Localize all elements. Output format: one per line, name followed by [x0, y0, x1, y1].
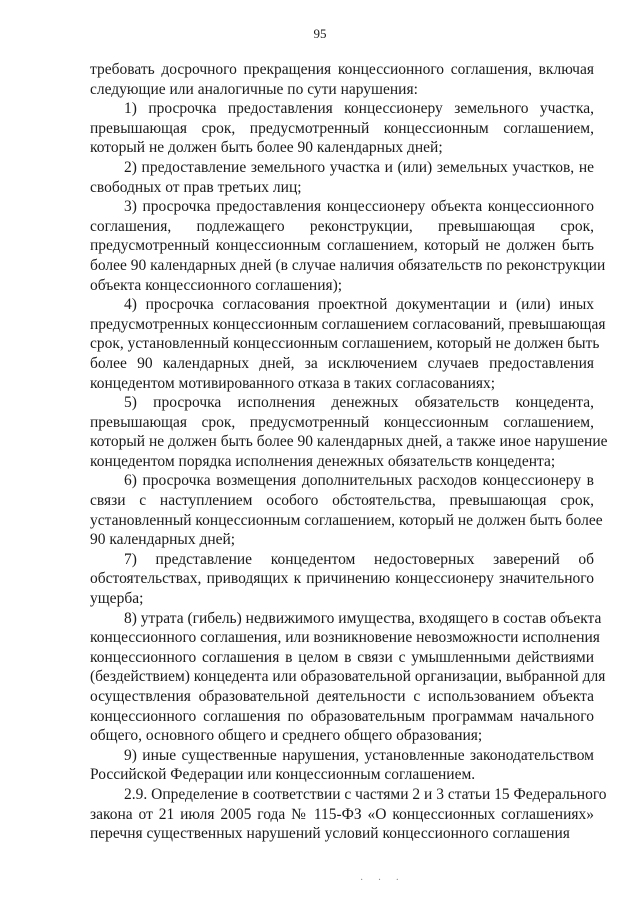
- text-line: концессионного соглашения в целом в связи с умышленными действиями: [90, 648, 594, 666]
- text-line: 5) просрочка исполнения денежных обязательств концедента,: [124, 394, 594, 412]
- text-line: 3) просрочка предоставления концессионеру объекта концессионного: [124, 198, 594, 216]
- text-line: 90 календарных дней;: [90, 531, 236, 549]
- text-line: предусмотренный концессионным соглашением, который не должен быть: [90, 237, 594, 255]
- text-line: 4) просрочка согласования проектной документации и (или) иных: [124, 296, 594, 314]
- paragraph: [90, 550, 594, 609]
- paragraph: [90, 295, 606, 393]
- text-line: превышающая срок, предусмотренный концессионным соглашением,: [90, 119, 594, 137]
- text-line: объекта концессионного соглашения);: [90, 276, 343, 294]
- paragraph: [90, 393, 608, 471]
- text-line: осуществления образовательной деятельности с использованием объекта: [90, 688, 594, 705]
- text-line: концедентом мотивированного отказа в таких согласованиях;: [90, 374, 496, 392]
- text-line: превышающая срок, предусмотренный концессионным соглашением,: [90, 413, 594, 431]
- text-line: 1) просрочка предоставления концессионеру земельного участка,: [124, 100, 594, 118]
- text-line: общего, основного общего и среднего общего образования;: [90, 727, 483, 745]
- paragraph: [90, 471, 603, 549]
- text-line: который не должен быть более 90 календарных дней;: [90, 139, 443, 157]
- text-line: срок, установленный концессионным соглашением, который не должен быть: [90, 335, 600, 353]
- text-line: который не должен быть более 90 календарных дней, а также иное нарушение: [90, 433, 608, 451]
- text-line: более 90 календарных дней, за исключением случаев предоставления: [90, 354, 594, 372]
- paragraph: [90, 60, 594, 99]
- text-line: свободных от прав третьих лиц;: [90, 178, 302, 196]
- text-line: закона от 21 июля 2005 года № 115-ФЗ «О концессионных соглашениях»: [90, 805, 594, 823]
- text-line: требовать досрочного прекращения концессионного соглашения, включая: [90, 61, 594, 78]
- paragraph: [90, 746, 594, 785]
- text-line: 2) предоставление земельного участка и (или) земельных участков, не: [124, 158, 594, 176]
- text-line: связи с наступлением особого обстоятельства, превышающая срок,: [90, 492, 594, 510]
- text-line: соглашения, подлежащего реконструкции, превышающая срок,: [90, 217, 594, 235]
- text-line: ущерба;: [90, 590, 144, 608]
- text-line: 8) утрата (гибель) недвижимого имущества, входящего в состав объекта: [124, 609, 602, 627]
- text-line: более 90 календарных дней (в случае наличия обязательств по реконструкции: [90, 256, 606, 274]
- paragraph: [90, 197, 606, 295]
- document-body: [90, 60, 608, 844]
- text-line: Российской Федерации или концессионным соглашением.: [90, 766, 476, 784]
- paragraph: [90, 609, 606, 746]
- text-line: следующие или аналогичные по сути нарушения:: [90, 80, 418, 98]
- text-line: концессионного соглашения, или возникновение невозможности исполнения: [90, 629, 600, 647]
- text-line: перечня существенных нарушений условий концессионного соглашения: [90, 825, 570, 843]
- paragraph: [90, 99, 594, 158]
- page-number: 95: [313, 26, 327, 41]
- text-line: 6) просрочка возмещения дополнительных расходов концессионеру в: [124, 472, 594, 490]
- text-line: концессионного соглашения по образовательным программам начального: [90, 707, 594, 725]
- text-line: обстоятельствах, приводящих к причинению концессионеру значительного: [90, 570, 594, 588]
- text-line: предусмотренных концессионным соглашением согласований, превышающая: [90, 315, 606, 333]
- paragraph: [90, 158, 594, 197]
- text-line: (бездействием) концедента или образовательной организации, выбранной для: [90, 668, 606, 686]
- paragraph: [90, 785, 607, 844]
- text-line: 9) иные существенные нарушения, установленные законодательством: [124, 746, 594, 764]
- text-line: 7) представление концедентом недостоверных заверений об: [124, 550, 594, 568]
- text-line: 2.9. Определение в соответствии с частями 2 и 3 статьи 15 Федерального: [124, 785, 607, 803]
- text-line: концедентом порядка исполнения денежных обязательств концедента;: [90, 452, 556, 470]
- scan-artifact: · · ·: [360, 875, 405, 886]
- text-line: установленный концессионным соглашением, который не должен быть более: [90, 511, 603, 529]
